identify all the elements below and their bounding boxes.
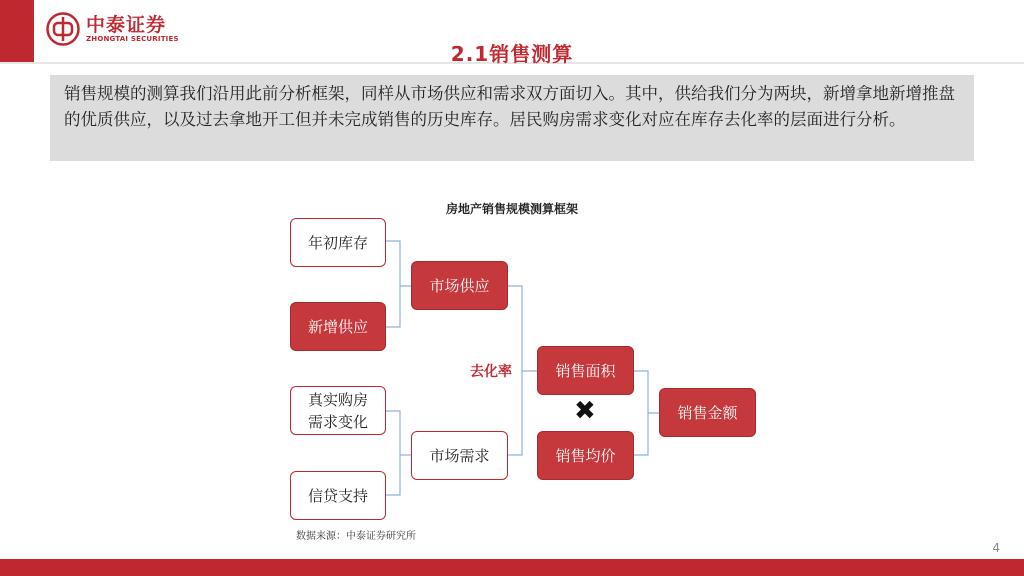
node-market-demand — [411, 431, 508, 480]
node-credit-support — [290, 471, 386, 520]
node-true-demand-line1: 真实购房 — [307, 390, 368, 409]
slide-title: 2.1销售测算 — [450, 42, 574, 66]
node-sales-area-label: 销售面积 — [555, 361, 616, 380]
node-new-supply — [290, 302, 386, 351]
node-true-demand-line2: 需求变化 — [307, 412, 368, 431]
node-sales-area — [537, 346, 634, 395]
node-sales-price-label: 销售均价 — [555, 446, 616, 465]
absorption-rate-label: 去化率 — [470, 364, 512, 380]
node-sales-amount-label: 销售金额 — [677, 403, 738, 422]
node-sales-amount — [659, 388, 756, 437]
node-opening-inventory — [290, 218, 386, 267]
data-source-note: 数据来源：中泰证券研究所 — [296, 531, 416, 542]
node-market-supply — [411, 261, 508, 310]
connector-supply — [386, 241, 411, 327]
node-opening-inventory-label: 年初库存 — [307, 233, 368, 252]
footer-bar — [0, 559, 1024, 576]
connector-demand — [386, 411, 411, 495]
node-true-demand — [290, 386, 386, 435]
logo-english-name: ZHONGTAI SECURITIES — [86, 34, 179, 43]
node-sales-price — [537, 431, 634, 480]
node-market-demand-label: 市场需求 — [429, 446, 490, 465]
multiply-icon: ✖ — [574, 396, 596, 426]
intro-paragraph: 销售规模的测算我们沿用此前分析框架，同样从市场供应和需求双方面切入。其中，供给我们分为两块，新增拿地新增推盘的优质供应，以及过去拿地开工但并未完成销售的历史库存。居民购房需求变化对应在库存去化率的层面进行分析。 — [50, 75, 974, 161]
node-market-supply-label: 市场供应 — [429, 276, 490, 295]
logo-chinese-name: 中泰证券 — [86, 13, 167, 36]
node-new-supply-label: 新增供应 — [307, 317, 368, 336]
diagram-title: 房地产销售规模测算框架 — [445, 202, 578, 216]
connector-amount — [634, 371, 659, 455]
page-number: 4 — [992, 541, 1000, 555]
connector-area — [508, 286, 537, 455]
node-credit-support-label: 信贷支持 — [307, 486, 368, 505]
